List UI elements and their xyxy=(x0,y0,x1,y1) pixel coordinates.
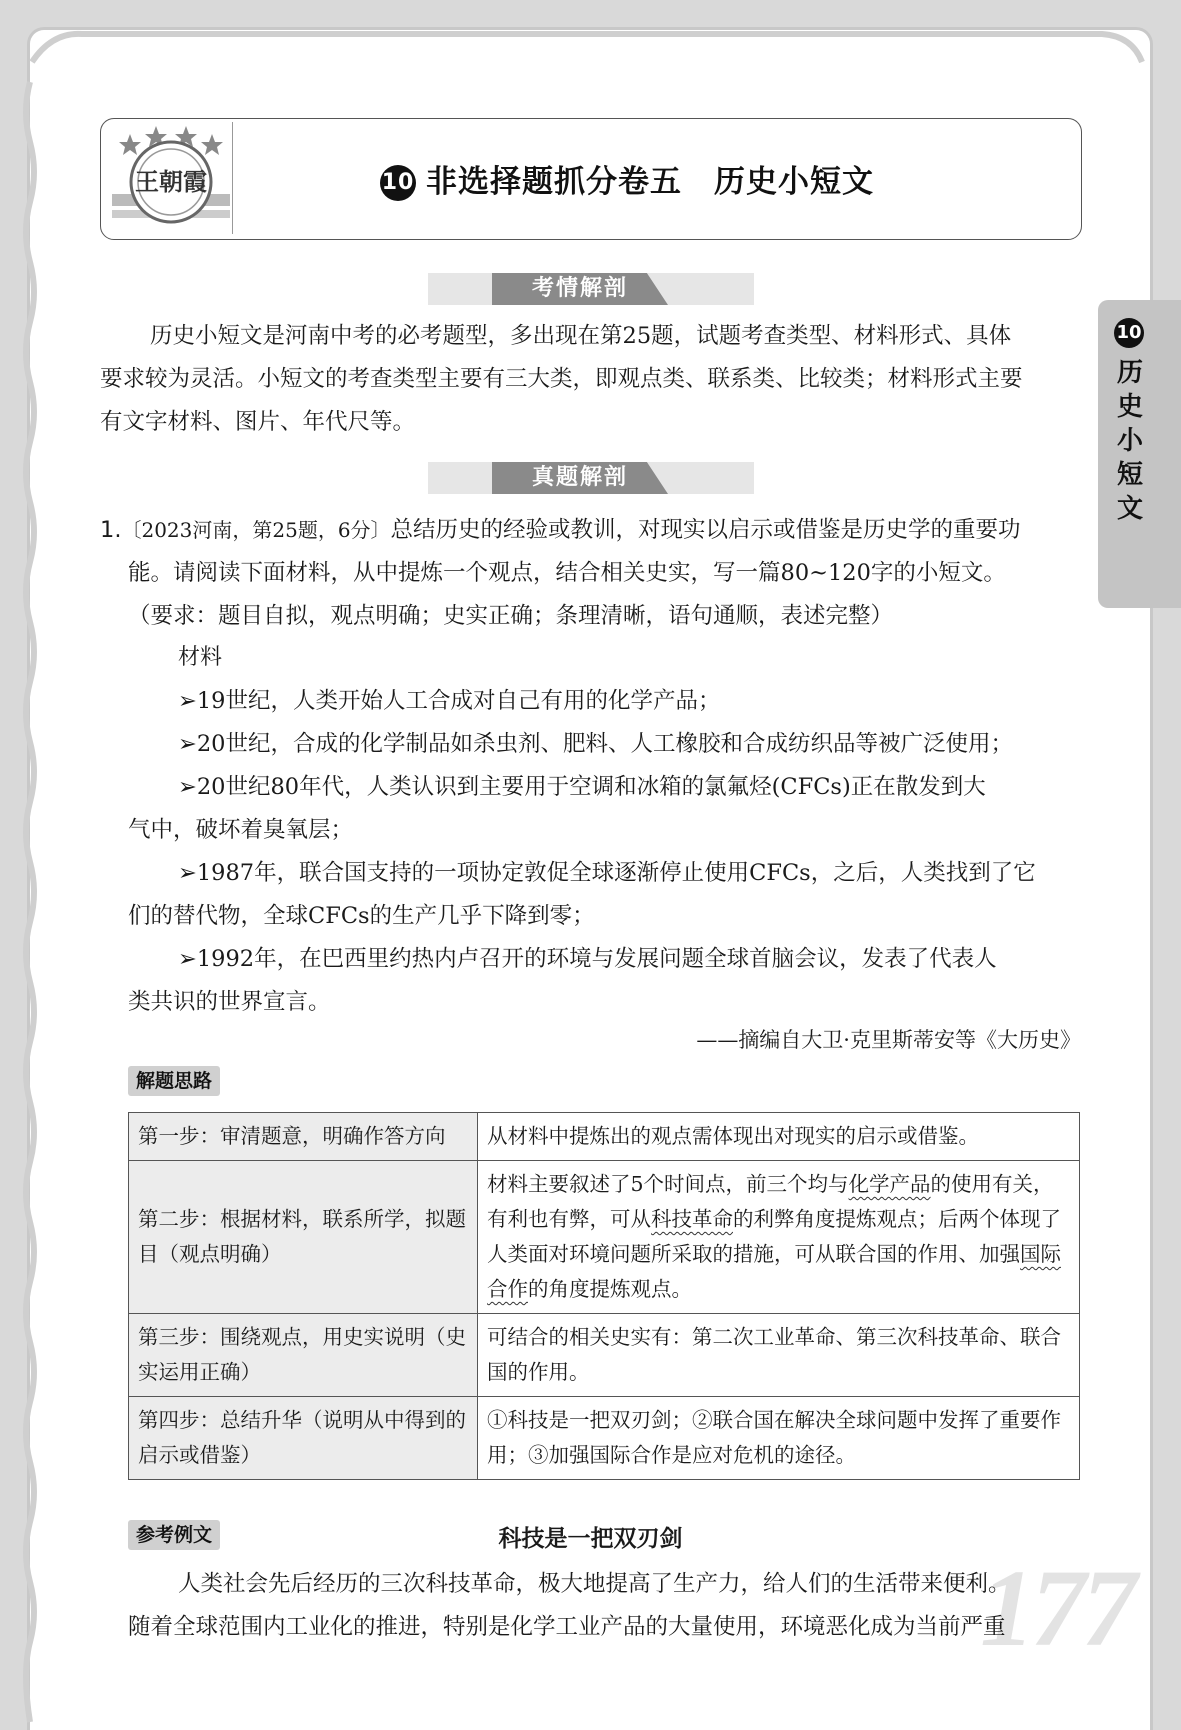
question-number: 1. xyxy=(100,517,122,543)
essay-line-1: 人类社会先后经历的三次科技革命，极大地提高了生产力，给人们的生活带来便利。 xyxy=(178,1571,1011,1597)
section-banner-exam-analysis xyxy=(428,273,754,305)
step2-part-g: 的角度提炼观点。 xyxy=(528,1277,692,1301)
material-item-2: ➢20世纪，合成的化学制品如杀虫剂、肥料、人工橡胶和合成纺织品等被广泛使用； xyxy=(178,731,1013,757)
step2-label: 第二步：根据材料，联系所学，拟题目（观点明确） xyxy=(129,1161,478,1314)
material-citation: ——摘编自大卫·克里斯蒂安等《大历史》 xyxy=(696,1028,1081,1052)
material-item-3b: 气中，破坏着臭氧层； xyxy=(128,817,354,843)
publisher-logo xyxy=(108,124,234,232)
step3-text: 可结合的相关史实有：第二次工业革命、第三次科技革命、联合国的作用。 xyxy=(478,1314,1080,1397)
intro-line-1: 历史小短文是河南中考的必考题型，多出现在第25题，试题考查类型、材料形式、具体 xyxy=(150,323,1012,349)
side-chapter-tab[interactable] xyxy=(1098,300,1181,608)
step1-text: 从材料中提炼出的观点需体现出对现实的启示或借鉴。 xyxy=(478,1113,1080,1161)
table-row xyxy=(129,1397,1080,1480)
material-item-5a: ➢1992年，在巴西里约热内卢召开的环境与发展问题全球首脑会议，发表了代表人 xyxy=(178,946,997,972)
step2-part-c: 的使用有关，有利也有弊，可从 xyxy=(487,1172,1054,1231)
section-banner-real-questions xyxy=(428,462,754,494)
table-row xyxy=(129,1113,1080,1161)
step1-label: 第一步：审清题意，明确作答方向 xyxy=(129,1113,478,1161)
step3-label: 第三步：围绕观点，用史实说明（史实运用正确） xyxy=(129,1314,478,1397)
step2-text xyxy=(478,1161,1080,1314)
analysis-table xyxy=(128,1112,1080,1480)
material-item-1: ➢19世纪，人类开始人工合成对自己有用的化学产品； xyxy=(178,688,721,714)
side-tab-text: 历史小短文 xyxy=(1116,358,1143,524)
question-source: 〔2023河南，第25题，6分〕 xyxy=(121,518,391,542)
side-tab-number: 10 xyxy=(1114,318,1144,348)
essay-tag: 参考例文 xyxy=(128,1520,220,1550)
question-line-1 xyxy=(100,512,1021,544)
question-line-2: 能。请阅读下面材料，从中提炼一个观点，结合相关史实，写一篇80~120字的小短文。 xyxy=(128,560,1006,586)
essay-line-2: 随着全球范围内工业化的推进，特别是化学工业产品的大量使用，环境恶化成为当前严重 xyxy=(128,1614,1006,1640)
step2-part-a: 材料主要叙述了5个时间点，前三个均与 xyxy=(487,1172,849,1196)
page-title-text: 非选择题抓分卷五 历史小短文 xyxy=(426,164,874,200)
page-title xyxy=(380,156,874,201)
svg-text:王朝霞: 王朝霞 xyxy=(135,167,207,196)
step2-keyword-chemistry: 化学产品 xyxy=(848,1172,931,1196)
banner-label: 考情解剖 xyxy=(531,276,628,301)
title-number-badge: 10 xyxy=(380,165,416,201)
step4-text: ①科技是一把双刃剑；②联合国在解决全球问题中发挥了重要作用；③加强国际合作是应对危机的途径。 xyxy=(478,1397,1080,1480)
intro-line-2: 要求较为灵活。小短文的考查类型主要有三大类，即观点类、联系类、比较类；材料形式主要 xyxy=(100,366,1023,392)
material-item-3a: ➢20世纪80年代，人类认识到主要用于空调和冰箱的氯氟烃(CFCs)正在散发到大 xyxy=(178,774,986,800)
step2-keyword-cooperation: 国际合作 xyxy=(487,1242,1061,1301)
step4-label: 第四步：总结升华（说明从中得到的启示或借鉴） xyxy=(129,1397,478,1480)
table-row xyxy=(129,1314,1080,1397)
material-item-4a: ➢1987年，联合国支持的一项协定敦促全球逐渐停止使用CFCs，之后，人类找到了它 xyxy=(178,860,1036,886)
material-heading: 材料 xyxy=(178,645,223,670)
material-item-4b: 们的替代物，全球CFCs的生产几乎下降到零； xyxy=(128,903,595,929)
material-item-5b: 类共识的世界宣言。 xyxy=(128,989,331,1015)
question-requirements: （要求：题目自拟，观点明确；史实正确；条理清晰，语句通顺，表述完整） xyxy=(128,603,894,629)
intro-line-3: 有文字材料、图片、年代尺等。 xyxy=(100,409,416,435)
step2-keyword-tech-revolution: 科技革命 xyxy=(651,1207,733,1231)
page-number: 177 xyxy=(980,1547,1133,1669)
essay-title: 科技是一把双刃剑 xyxy=(498,1526,683,1552)
analysis-tag: 解题思路 xyxy=(128,1066,220,1096)
question-line-1-text: 总结历史的经验或教训，对现实以启示或借鉴是历史学的重要功 xyxy=(390,517,1021,543)
header-divider xyxy=(232,122,233,234)
step2-part-e: 的利弊角度提炼观点；后两个体现了人类面对环境问题所采取的措施，可从联合国的作用、加强 xyxy=(487,1207,1061,1266)
banner-label: 真题解剖 xyxy=(531,465,628,490)
table-row xyxy=(129,1161,1080,1314)
